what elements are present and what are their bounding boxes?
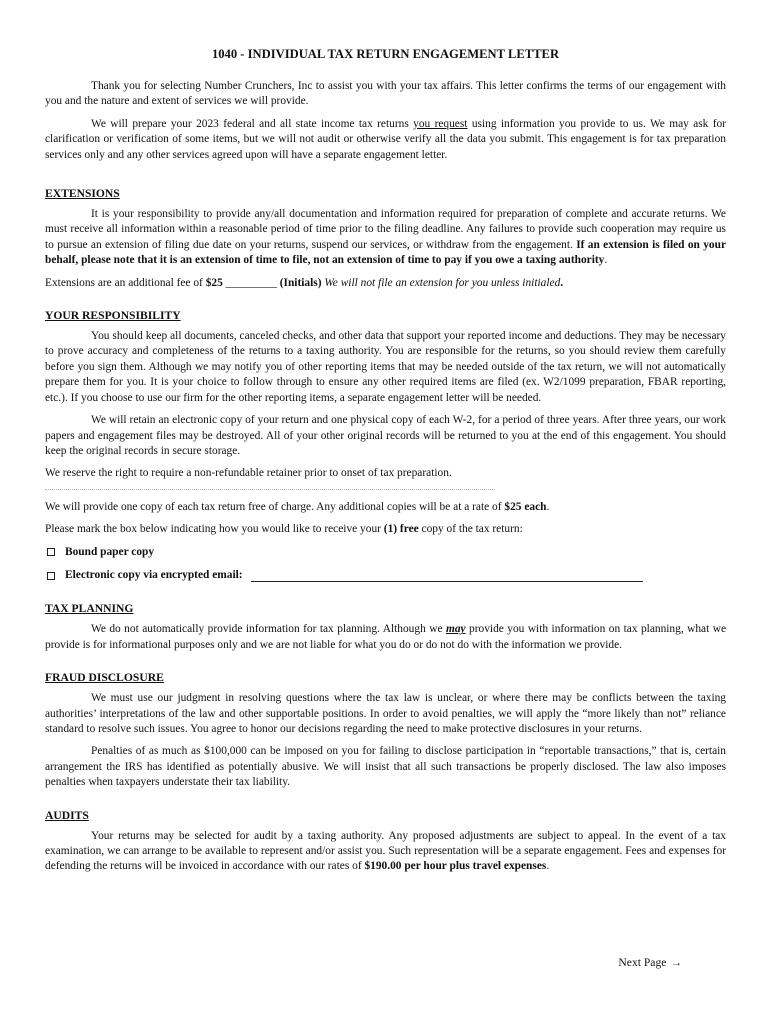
intro-underlined-text: you request [413, 117, 468, 130]
tax-planning-paragraph [45, 622, 726, 653]
extension-fee-line [45, 276, 726, 291]
delivery-instruction [45, 522, 726, 537]
extensions-paragraph [45, 207, 726, 269]
option-electronic-copy[interactable] [45, 568, 726, 583]
option-bound-paper-label: Bound paper copy [65, 545, 155, 558]
fraud-paragraph-1: We must use our judgment in resolving questions where the tax law is unclear, or where there may be conflicts between the taxing authorities’ interpretations of the law and other supportable positions. In order to avoid penalties, we will apply the “more likely than not” reliance standard to resolve such issues. You agree to honor our decisions regarding the need to make protective disclosures in your returns. [45, 692, 726, 735]
responsibility-paragraph-1: You should keep all documents, canceled checks, and other data that support your reported income and deductions. They may be necessary to prove accuracy and completeness of the returns to a taxing authority. You are responsible for the returns, so you should review them carefully before you sign them. Although we may notify you of other reporting items that may be needed outside of the tax return, we will not automatically prepare them for you. It is your choice to follow through to ensure any other required items are filed (ex. W2/1099 preparation, FBAR reporting, etc.). If you choose to use our firm for the other reporting items, a separate engagement letter will be needed. [45, 330, 726, 404]
option-bound-paper[interactable] [45, 545, 726, 560]
delivery-text-end: copy of the tax return: [418, 523, 523, 536]
fraud-paragraph-2: Penalties of as much as $100,000 can be imposed on you for failing to disclose participation in “reportable transactions,” that is, certain arrangement the IRS has identified as potentially abusive. We will insist that all such transactions be properly disclosed. The law also imposes penalties when taxpayers understate their tax liability. [45, 745, 726, 789]
initials-blank[interactable]: _________ [222, 276, 280, 289]
next-page-link[interactable] [618, 955, 682, 970]
delivery-text: Please mark the box below indicating how you would like to receive your [45, 523, 384, 536]
fraud-disclosure-heading: FRAUD DISCLOSURE [45, 671, 164, 685]
audits-rate: $190.00 per hour plus travel expenses [364, 860, 547, 873]
fee-text: Extensions are an additional fee of [45, 276, 206, 289]
intro-paragraph-2 [45, 117, 726, 163]
copies-text: We will provide one copy of each tax return free of charge. Any additional copies will be at a rate of [45, 500, 505, 513]
extensions-bold-notice: If an extension is filed on your behalf, please note that it is an extension of time to file, not an extension of time to pay if you owe a taxing authority [45, 238, 726, 267]
option-electronic-copy-label: Electronic copy via encrypted email: [65, 568, 243, 581]
audits-text: Your returns may be selected for audit by a taxing authority. Any proposed adjustments are subject to appeal. In the event of a tax examination, we can arrange to be available to represent and/or assist you. Such representation will be a separate engagement. Fees and expenses for defending the returns will be invoiced in accordance with our rates of [45, 829, 726, 873]
intro-paragraph-1: Thank you for selecting Number Crunchers, Inc to assist you with your tax affairs. This letter confirms the terms of our engagement with you and the nature and extent of services we will provide. [45, 80, 726, 108]
checkbox-bound-paper[interactable] [47, 548, 55, 556]
audits-heading: AUDITS [45, 808, 89, 822]
extensions-period: . [604, 254, 608, 267]
retainer-line: We reserve the right to require a non-refundable retainer prior to onset of tax preparation. [45, 467, 452, 480]
arrow-right-icon: → [670, 956, 682, 969]
planning-text: We do not automatically provide information for tax planning. Although we [91, 623, 446, 636]
page-title: 1040 - INDIVIDUAL TAX RETURN ENGAGEMENT LETTER [211, 47, 560, 61]
audits-paragraph [45, 829, 726, 875]
checkbox-electronic-copy[interactable] [47, 572, 55, 580]
audits-period: . [546, 860, 550, 873]
planning-emphasis: may [445, 623, 466, 636]
next-page-label: Next Page [618, 956, 667, 969]
intro-text: We will prepare your 2023 federal and all state income tax returns [91, 117, 414, 130]
copies-period: . [546, 500, 550, 513]
extensions-heading: EXTENSIONS [45, 187, 120, 201]
fee-amount: $25 [205, 276, 223, 289]
copies-rate: $25 each [504, 500, 547, 513]
planning-text-end: provide you with information on tax planning, what we provide is for informational purposes only and we are not liable for what you do or do not do with the information we provide. [45, 623, 726, 651]
responsibility-heading: YOUR RESPONSIBILITY [45, 309, 181, 323]
tax-planning-heading: TAX PLANNING [45, 602, 134, 616]
email-blank-line[interactable] [251, 569, 643, 582]
delivery-free: (1) free [383, 523, 419, 536]
fee-period: . [560, 276, 564, 289]
dotted-divider [45, 489, 495, 490]
responsibility-paragraph-2: We will retain an electronic copy of your return and one physical copy of each W-2, for a period of three years. After three years, our work papers and engagement files may be destroyed. All of your other original records will be returned to you at the end of this engagement. You should keep the original records in secure storage. [45, 414, 726, 457]
copies-line [45, 500, 726, 515]
fee-note: We will not file an extension for you unless initialed [321, 276, 561, 289]
initials-label: (Initials) [279, 276, 322, 289]
intro-text: using information you provide to us. We may ask for clarification or verification of some items, but we will not audit or otherwise verify all the data you submit. This engagement is for tax preparation services only and any other services agreed upon will have a separate engagement letter. [45, 117, 727, 161]
extensions-text: It is your responsibility to provide any/all documentation and information required for preparation of complete and accurate returns. We must receive all information within a reasonable period of time prior to the filing deadline. Any failures to provide such cooperation may require us to pursue an extension of filing due date on your returns, suspend our services, or withdraw from the engagement. [45, 208, 726, 251]
